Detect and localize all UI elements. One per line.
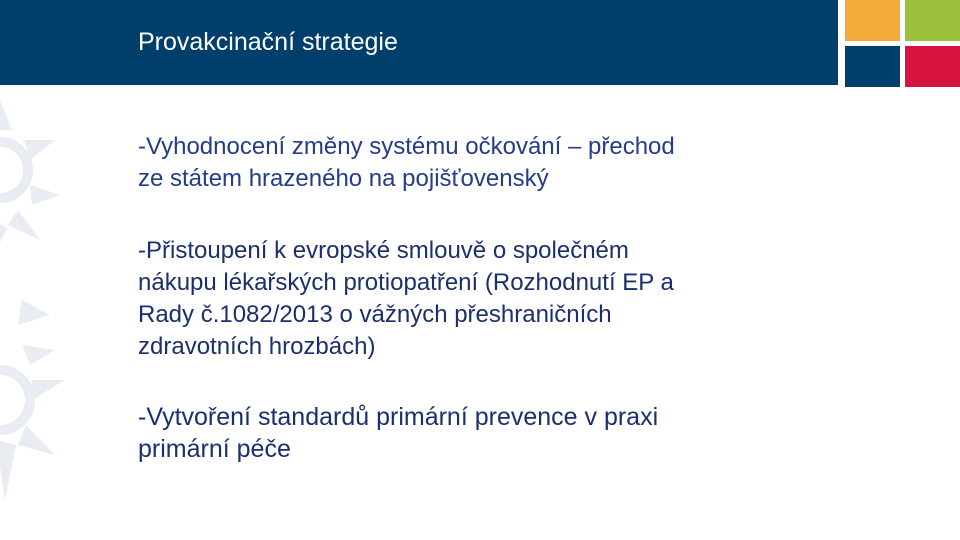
corner-tile-orange — [845, 0, 900, 41]
bullet-line: primární péče — [138, 435, 291, 463]
bullet-line: -Vyhodnocení změny systému očkování – přechod — [138, 133, 675, 160]
bullet-line: Rady č.1082/2013 o vážných přeshraničních — [138, 301, 612, 328]
bullet-line: -Přistoupení k evropské smlouvě o společném — [138, 237, 629, 264]
bullet-prevention-standards — [138, 401, 938, 465]
slide-content — [138, 131, 938, 465]
bullet-vaccination-system — [138, 131, 938, 195]
bullet-line: ze státem hrazeného na pojišťovenský — [138, 165, 549, 192]
slide-title: Provakcinační strategie — [138, 28, 398, 56]
sun-rays-icon — [0, 100, 80, 540]
bullet-line: -Vytvoření standardů primární prevence v praxi — [138, 403, 659, 431]
corner-tile-red — [905, 46, 960, 87]
bullet-line: zdravotních hrozbách) — [138, 333, 376, 360]
bullet-line: nákupu lékařských protiopatření (Rozhodnutí EP a — [138, 269, 674, 296]
corner-tile-blue — [845, 46, 900, 87]
bullet-joint-procurement — [138, 235, 938, 363]
corner-tile-green — [905, 0, 960, 41]
header-bar — [0, 0, 838, 85]
